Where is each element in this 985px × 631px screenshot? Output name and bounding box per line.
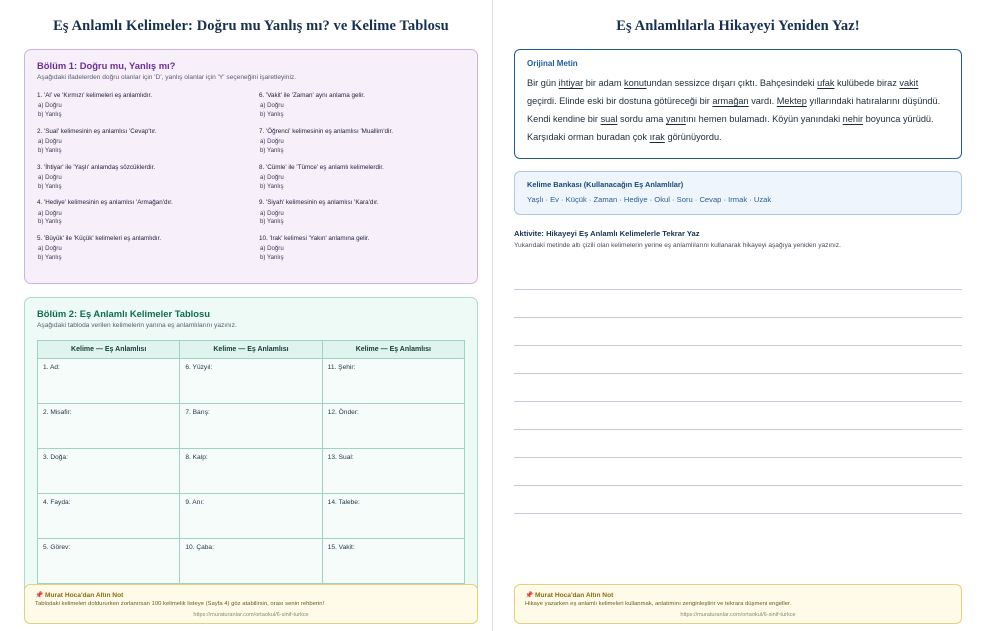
table-row <box>38 538 465 583</box>
table-row <box>38 493 465 538</box>
underlined-word: ufak <box>817 78 835 88</box>
option-dogru[interactable]: a) Doğru <box>38 137 62 145</box>
option-dogru[interactable]: a) Doğru <box>38 173 62 181</box>
true-false-item <box>37 199 243 227</box>
underlined-word: sual <box>600 113 618 124</box>
true-false-question: 3. 'İhtiyar' ile 'Yaşlı' anlamdaş sözcüklerdir. <box>37 163 156 171</box>
true-false-question: 1. 'Al' ve 'Kırmızı' kelimeleri eş anlamlıdır. <box>37 91 153 99</box>
underlined-word: Mektep <box>776 95 807 106</box>
left-footer-note <box>24 584 478 624</box>
table-cell[interactable]: 11. Şehir: <box>322 358 464 403</box>
original-text-title: Orijinal Metin <box>527 59 578 68</box>
note-title: 📌 Murat Hoca'dan Altın Not <box>35 592 124 600</box>
option-dogru[interactable]: a) Doğru <box>260 173 284 181</box>
writing-line[interactable] <box>514 262 962 290</box>
writing-lines[interactable] <box>514 262 962 514</box>
table-row <box>38 403 465 448</box>
true-false-question: 6. 'Vakit' ile 'Zaman' aynı anlama gelir. <box>259 91 365 99</box>
table-cell[interactable]: 12. Önder: <box>322 403 464 448</box>
true-false-question: 5. 'Büyük' ile 'Küçük' kelimeleri eş anlamlıdır. <box>37 235 162 243</box>
underlined-word: vakit <box>899 78 919 88</box>
note-text: Tablodaki kelimeleri doldururken zorlanırsan 100 kelimelik listeye (Sayfa 4) göz atabilirsin, orası senin rehberin! <box>35 601 325 608</box>
true-false-question: 2. 'Sual' kelimesinin eş anlamlısı 'Cevap'tır. <box>37 127 157 135</box>
true-false-item <box>259 199 465 227</box>
table-cell[interactable]: 9. Anı: <box>180 493 322 538</box>
section-true-false <box>24 49 478 284</box>
true-false-item <box>259 164 465 192</box>
right-page-title: Eş Anlamlılarla Hikayeyi Yeniden Yaz! <box>616 18 860 34</box>
section2-title: Bölüm 2: Eş Anlamlı Kelimeler Tablosu <box>37 308 210 320</box>
activity-subtitle: Yukarıdaki metinde altı çizili olan kelimelerin yerine eş anlamlılarını kullanarak hikayeyi aşağıya yeniden yazınız. <box>514 241 841 249</box>
word-bank-words: Yaşlı · Ev · Küçük · Zaman · Hediye · Okul · Soru · Cevap · Irmak · Uzak <box>527 194 772 204</box>
underlined-word: konut <box>624 78 647 88</box>
option-dogru[interactable]: a) Doğru <box>38 245 62 253</box>
table-header-row <box>38 340 465 358</box>
option-yanlis[interactable]: b) Yanlış <box>38 254 62 262</box>
table-column-header: Kelime — Eş Anlamlısı <box>322 340 464 358</box>
true-false-item <box>37 92 243 120</box>
note-url: https://muraturanlar.com/ortaokul/6-sinif-turkce <box>680 612 796 618</box>
writing-line[interactable] <box>514 318 962 346</box>
option-yanlis[interactable]: b) Yanlış <box>260 218 284 226</box>
left-page <box>0 0 492 631</box>
table-cell[interactable]: 5. Görev: <box>38 538 180 583</box>
writing-line[interactable] <box>514 430 962 458</box>
option-dogru[interactable]: a) Doğru <box>38 209 62 217</box>
option-yanlis[interactable]: b) Yanlış <box>260 146 284 154</box>
table-row <box>38 448 465 493</box>
note-url: https://muraturanlar.com/ortaokul/6-sinif-turkce <box>193 612 309 618</box>
option-yanlis[interactable]: b) Yanlış <box>38 146 62 154</box>
note-title: 📌 Murat Hoca'dan Altın Not <box>525 592 614 600</box>
tf-column-left <box>37 92 243 271</box>
writing-line[interactable] <box>514 290 962 318</box>
table-cell[interactable]: 14. Talebe: <box>322 493 464 538</box>
table-cell[interactable]: 15. Vakit: <box>322 538 464 583</box>
true-false-question: 9. 'Siyah' kelimesinin eş anlamlısı 'Kara'dır. <box>259 199 379 207</box>
option-yanlis[interactable]: b) Yanlış <box>260 254 284 262</box>
true-false-item <box>259 128 465 156</box>
underlined-word: ırak <box>649 131 665 142</box>
left-page-title: Eş Anlamlı Kelimeler: Doğru mu Yanlış mı? ve Kelime Tablosu <box>53 18 449 34</box>
table-cell[interactable]: 4. Fayda: <box>38 493 180 538</box>
table-cell[interactable]: 2. Misafir: <box>38 403 180 448</box>
underlined-word: yanıt <box>665 113 686 124</box>
option-dogru[interactable]: a) Doğru <box>260 102 284 110</box>
true-false-item <box>37 235 243 263</box>
table-cell[interactable]: 6. Yüzyıl: <box>180 358 322 403</box>
option-dogru[interactable]: a) Doğru <box>260 137 284 145</box>
underlined-word: ihtiyar <box>558 78 584 88</box>
true-false-grid <box>37 92 465 271</box>
table-cell[interactable]: 13. Sual: <box>322 448 464 493</box>
activity-title: Aktivite: Hikayeyi Eş Anlamlı Kelimelerle Tekrar Yaz <box>514 228 700 238</box>
writing-line[interactable] <box>514 374 962 402</box>
option-yanlis[interactable]: b) Yanlış <box>260 182 284 190</box>
writing-line[interactable] <box>514 458 962 486</box>
word-bank-title: Kelime Bankası (Kullanacağın Eş Anlamlılar) <box>527 179 684 189</box>
true-false-question: 7. 'Öğrenci' kelimesinin eş anlamlısı 'Muallim'dir. <box>259 127 393 135</box>
section1-subtitle: Aşağıdaki ifadelerden doğru olanlar için 'D', yanlış olanlar için 'Y' seçeneğini işaretleyiniz. <box>37 74 297 81</box>
table-column-header: Kelime — Eş Anlamlısı <box>180 340 322 358</box>
section2-subtitle: Aşağıdaki tabloda verilen kelimelerin yanına eş anlamlılarını yazınız. <box>37 322 237 330</box>
writing-line[interactable] <box>514 346 962 374</box>
writing-line[interactable] <box>514 486 962 514</box>
true-false-item <box>259 235 465 263</box>
right-page <box>492 0 984 631</box>
option-dogru[interactable]: a) Doğru <box>38 102 62 110</box>
synonym-table <box>37 340 465 584</box>
right-footer-note <box>514 584 962 624</box>
option-yanlis[interactable]: b) Yanlış <box>38 110 62 118</box>
table-row <box>38 358 465 403</box>
table-cell[interactable]: 8. Kalp: <box>180 448 322 493</box>
section1-title: Bölüm 1: Doğru mu, Yanlış mı? <box>37 60 176 71</box>
underlined-word: armağan <box>712 95 749 106</box>
option-yanlis[interactable]: b) Yanlış <box>38 218 62 226</box>
table-cell[interactable]: 3. Doğa: <box>38 448 180 493</box>
table-cell[interactable]: 7. Barış: <box>180 403 322 448</box>
option-yanlis[interactable]: b) Yanlış <box>38 182 62 190</box>
true-false-item <box>37 164 243 192</box>
table-column-header: Kelime — Eş Anlamlısı <box>38 340 180 358</box>
tf-column-right <box>259 92 465 271</box>
option-yanlis[interactable]: b) Yanlış <box>260 110 284 118</box>
option-dogru[interactable]: a) Doğru <box>260 245 284 253</box>
writing-line[interactable] <box>514 402 962 430</box>
original-text-paragraph: Bir gün ihtiyar bir adam konutundan sessizce dışarı çıktı. Bahçesindeki ufak kulübede biraz vakit geçirdi. Elinde eski bir dostuna götüreceği bir armağan vardı. Mektep yıllarındaki hatıralarını düşündü. Kendi kendine bir sual sordu ama yanıtını hemen bulamadı. Köyün yanındaki nehir boyunca yürüdü. Karşıdaki orman buradan çok ırak görünüyordu. <box>527 78 941 142</box>
option-dogru[interactable]: a) Doğru <box>260 209 284 217</box>
true-false-item <box>37 128 243 156</box>
table-cell[interactable]: 1. Ad: <box>38 358 180 403</box>
true-false-question: 8. 'Cümle' ile 'Tümce' eş anlamlı kelimelerdir. <box>259 163 384 171</box>
section-synonym-table <box>24 297 478 600</box>
word-bank-box <box>514 171 962 215</box>
true-false-item <box>259 92 465 120</box>
original-text-box <box>514 49 962 159</box>
table-cell[interactable]: 10. Çaba: <box>180 538 322 583</box>
underlined-word: nehir <box>842 113 864 124</box>
note-text: Hikaye yazarken eş anlamlı kelimeleri kullanmak, anlatımını zenginleştirir ve tekrara düşmeni engeller. <box>525 601 792 608</box>
true-false-question: 4. 'Hediye' kelimesinin eş anlamlısı 'Armağan'dır. <box>37 199 173 207</box>
true-false-question: 10. 'Irak' kelimesi 'Yakın' anlamına gelir. <box>259 235 370 243</box>
